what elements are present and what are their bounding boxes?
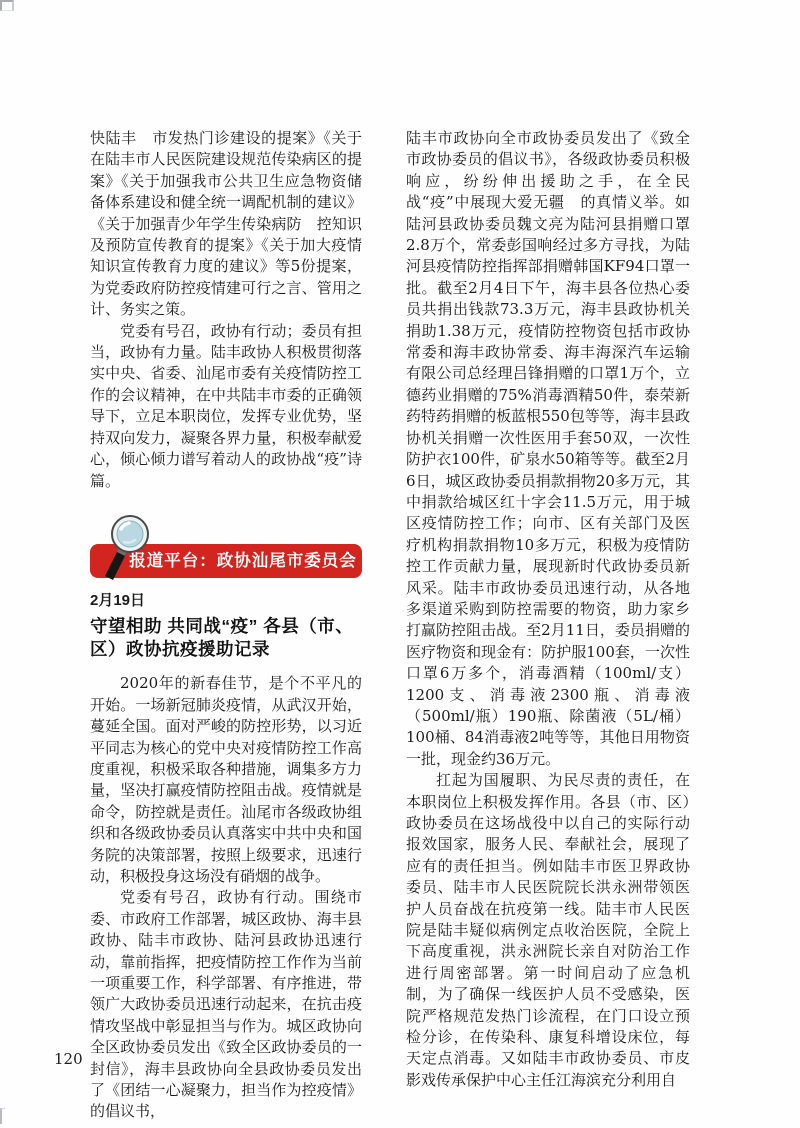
report-platform-banner	[90, 544, 362, 578]
right-column	[406, 128, 690, 1091]
paragraph: 党委有号召，政协有行动；委员有担当，政协有力量。陆丰政协人积极贯彻落实中央、省委、汕尾市委有关疫情防控工作的会议精神，在中共陆丰市委的正确领导下，立足本职岗位，发挥专业优势，坚持双向发力，凝聚各界力量，积极奉献爱心，倾心倾力谱写着动人的政协战“疫”诗篇。	[90, 321, 362, 490]
left-column	[90, 128, 362, 1123]
paragraph: 扛起为国履职、为民尽责的责任，在本职岗位上积极发挥作用。各县（市、区）政协委员在这场战役中以自己的实际行动报效国家，服务人民、奉献社会，展现了应有的责任担当。例如陆丰市医卫界政协委员、陆丰市人民医院院长洪永洲带领医护人员奋战在抗疫第一线。陆丰市人民医院是陆丰疑似病例定点收治医院，全院上下高度重视，洪永洲院长亲自对防治工作进行周密部署。第一时间启动了应急机制，为了确保一线医护人员不受感染，医院严格规范发热门诊流程，在门口设立预检分诊，在传染科、康复科增设床位，每天定点消毒。又如陆丰市政协委员、市皮影戏传承保护中心主任江海滨充分利用自	[406, 771, 690, 1089]
corner-crop-mark-bottom-left	[0, 1108, 5, 1124]
paragraph-continued: 快陆丰 市发热门诊建设的提案》《关于在陆丰市人民医院建设规范传染病区的提案》《关于加强我市公共卫生应急物资储备体系建设和健全统一调配机制的建议》《关于加强青少年学生传染病防 控知识及预防宣传教育的提案》《关于加大疫情知识宣传教育力度的建议》等5份提案，为党委政府防控疫情建可行之言、管用之计、务实之策。	[90, 129, 362, 319]
magnifier-icon	[96, 512, 158, 584]
article-date: 2月19日	[90, 591, 146, 609]
banner-label: 报道平台：政协汕尾市委员会	[90, 544, 362, 578]
corner-crop-mark-top-left	[0, 0, 14, 11]
paragraph: 党委有号召，政协有行动。围绕市委、市政府工作部署，城区政协、海丰县政协、陆丰市政协、陆河县政协迅速行动，靠前指挥，把疫情防控工作作为当前一项重要工作，科学部署、有序推进，带领广大政协委员迅速行动起来，在抗击疫情攻坚战中彰显担当与作为。城区政协向全区政协委员发出《致全区政协委员的一封信》，海丰县政协向全县政协委员发出了《团结一心凝聚力，担当作为控疫情》的倡议书，	[90, 888, 362, 1121]
page-number: 120	[54, 1050, 83, 1068]
paragraph-continued: 陆丰市政协向全市政协委员发出了《致全市政协委员的倡议书》，各级政协委员积极响应，纷纷伸出援助之手，在全民战“疫”中展现大爱无疆 的真情义举。如陆河县政协委员魏文亮为陆河县捐赠口罩2.8万个，常委彭国响经过多方寻找，为陆河县疫情防控指挥部捐赠韩国KF94口罩一批。截至2月4日下午，海丰县各位热心委员共捐出钱款73.3万元，海丰县政协机关捐助1.38万元，疫情防控物资包括市政协常委和海丰政协常委、海丰海深汽车运输有限公司总经理吕锋捐赠的口罩1万个，立德药业捐赠的75%消毒酒精50件，泰荣新药特药捐赠的板蓝根550包等等，海丰县政协机关捐赠一次性医用手套50双，一次性防护衣100件，矿泉水50箱等等。截至2月6日，城区政协委员捐款捐物20多万元，其中捐款给城区红十字会11.5万元，用于城区疫情防控工作；向市、区有关部门及医疗机构捐款捐物10多万元，积极为疫情防控工作贡献力量，展现新时代政协委员新风采。陆丰市政协委员迅速行动，从各地多渠道采购到防控需要的物资，助力家乡打赢防控阻击战。至2月11日，委员捐赠的医疗物资和现金有：防护服100套，一次性口罩6万多个，消毒酒精（100ml/支）1200支、消毒液2300瓶、消毒液（500ml/瓶）190瓶、除菌液（5L/桶）100桶、84消毒液2吨等等，其他日用物资一批，现金约36万元。	[406, 129, 690, 768]
paragraph: 2020年的新春佳节，是个不平凡的开始。一场新冠肺炎疫情，从武汉开始，蔓延全国。面对严峻的防控形势，以习近平同志为核心的党中央对疫情防控工作高度重视，积极采取各种措施，调集多方力量，坚决打赢疫情防控阻击战。疫情就是命令，防控就是责任。汕尾市各级政协组织和各级政协委员认真落实中共中央和国务院的决策部署，按照上级要求，迅速行动，积极投身这场没有硝烟的战争。	[90, 674, 362, 885]
article-title: 守望相助 共同战“疫” 各县（市、区）政协抗疫援助记录	[90, 616, 354, 660]
